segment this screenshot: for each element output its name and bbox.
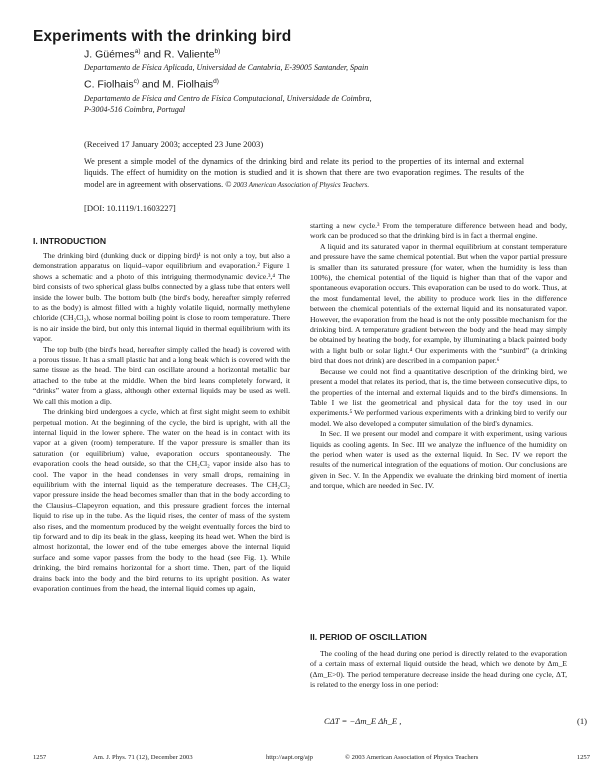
left-column (33, 251, 290, 594)
section-heading-introduction: I. INTRODUCTION (33, 236, 107, 246)
author-footnote-mark: b) (214, 48, 221, 55)
author-names: and M. Fiolhais (139, 78, 214, 91)
paper-title: Experiments with the drinking bird (33, 28, 292, 45)
doi-link[interactable]: [DOI: 10.1119/1.1603227] (84, 203, 176, 213)
paragraph: The drinking bird undergoes a cycle, which at first sight might seem to exhibit perpetual motion. At the beginning of the cycle, the bird is upright, with all the internal liquid in the lower sphere. The water on the head is in contact with its vapor at a given (room) temperature. If the vapor pressure is smaller than its saturation (or equilibrium) value, evaporation occurs spontaneously. The evaporation cools the head outside, so that the CH₂Cl₂ vapor inside also has to cool. The vapor in the head condenses in very small drops, remaining in equilibrium with the internal liquid as the temperature decreases. The CH₂Cl₂ vapor pressure inside the head becomes smaller than that in the body according to the Clausius–Clapeyron equation, and this pressure gradient forces the internal liquid to rise up in the tube. As the liquid rises, the center of mass of the system also rises, and the momentum produced by the weight eventually forces the bird to tip forward and to dip its beak in the glass, keeping its head wet. When the bird is almost horizontal, the lower end of the tube emerges above the internal liquid surface and some vapor passes from the body to the head (see Fig. 1). While drinking, the bird remains horizontal for a short time. Then, part of the liquid drains back into the body and the bird returns to its upright position. As water evaporation continues from the head, the internal liquid comes up again, (33, 407, 290, 593)
author-line-2 (84, 78, 219, 91)
page-number-left: 1257 (33, 754, 47, 761)
paragraph: starting a new cycle.³ From the temperature difference between head and body, work can be produced so that the drinking bird is in fact a thermal engine. (310, 221, 567, 241)
journal-url[interactable]: http://aapt.org/ajp (266, 754, 313, 761)
author-names: J. Güémes (84, 48, 135, 61)
page-number-right: 1257 (576, 754, 590, 761)
author-footnote-mark: a) (134, 48, 141, 55)
paragraph: The drinking bird (dunking duck or dipping bird)¹ is not only a toy, but also a demonstration apparatus on liquid–vapor equilibrium and evaporation.² Figure 1 shows a schematic and a photo of this intriguing thermodynamic device.³,⁴ The bird consists of two spherical glass bulbs connected by a glass tube that enters well inside the lower bulb. The bottom bulb (the bird's body, hereafter simply referred to as the body) is almost filled with a highly volatile liquid, normally methylene chloride (CH₂Cl₂), whose normal boiling point is close to room temperature. There is no air inside the bird, but only this internal liquid in thermal equilibrium with its vapor. (33, 251, 290, 344)
abstract-text: We present a simple model of the dynamics of the drinking bird and relate its period to the properties of its internal and external liquids. The effect of humidity on the motion is studied and it is shown that there are two evaporation regimes. The results of the model are in agreement with observations. © (84, 157, 524, 189)
affiliation-2a: Departamento de Física and Centro de Física Computacional, Universidade de Coimbra, (84, 94, 372, 103)
author-footnote-mark: d) (213, 78, 219, 85)
abstract-copyright: 2003 American Association of Physics Teachers. (231, 180, 370, 189)
equation-text: CΔT = −Δm_E Δh_E , (324, 716, 402, 726)
section2-body (310, 649, 567, 691)
received-dates: (Received 17 January 2003; accepted 23 June 2003) (84, 139, 264, 149)
paragraph: The top bulb (the bird's head, hereafter simply called the head) is covered with a porous tissue. It has a small plastic hat and a long beak which is covered with the same tissue as the head. The bird can oscillate around a horizontal metallic bar attached to the tube at the middle. When the bird leans completely forward, it “drinks” water from a glass, although other external liquids may be used as well. We call this motion a dip. (33, 344, 290, 406)
section-heading-period: II. PERIOD OF OSCILLATION (310, 632, 427, 642)
abstract (84, 156, 524, 191)
author-names: C. Fiolhais (84, 78, 134, 91)
paragraph: The cooling of the head during one period is directly related to the evaporation of a certain mass of external liquid outside the head, which we denote by Δm_E (Δm_E>0). The period temperature decrease inside the head during one cycle, ΔT, is related to the energy loss in one period: (310, 649, 567, 690)
author-line-1 (84, 48, 220, 61)
paragraph: In Sec. II we present our model and compare it with experiment, using various liquids as cooling agents. In Sec. III we analyze the influence of the humidity on the period when water is used as the external liquid. In Sec. IV we report the results of the numerical integration of the equations of motion. Our conclusions are given in Sec. V. In the Appendix we evaluate the drinking bird moment of inertia and torque, which are needed in Sec. IV. (310, 429, 567, 491)
equation-number: (1) (576, 716, 587, 726)
author-footnote-mark: c) (133, 78, 140, 85)
journal-citation: Am. J. Phys. 71 (12), December 2003 (93, 754, 193, 761)
paragraph: A liquid and its saturated vapor in thermal equilibrium at constant temperature and pressure have the same chemical potential. But when the vapor partial pressure is smaller than its saturated pressure (for water, when the humidity is less than 100%), the chemical potential of the liquid is higher than that of the vapor and spontaneous evaporation occurs. This evaporation can be used to do work. Thus, at the most fundamental level, the ability to produce work lies in the difference between the chemical potentials of the external liquid and its nonsaturated vapor. However, the evaporation from the head is not the only possible mechanism for the drinking bird. A temperature gradient between the body and the head may simply be obtained by heating the body, for example, by illuminating a black painted body with a light bulb or solar light.⁴ Our experiments with the “sunbird” (a drinking bird that does not drink) are described in a companion paper.⁶ (310, 241, 567, 366)
right-column (310, 221, 567, 492)
footer-copyright: © 2003 American Association of Physics Teachers (345, 754, 479, 761)
author-names: and R. Valiente (140, 48, 215, 61)
affiliation-2b: P-3004-516 Coimbra, Portugal (84, 105, 186, 114)
equation-1 (324, 716, 587, 726)
paragraph: Because we could not find a quantitative description of the drinking bird, we present a model that relates its period, that is, the time between consecutive dips, to the properties of the internal and external liquids and to the bird's dimensions. In Table I we list the geometrical and physical data for the toy used in our experiments.⁵ We performed various experiments with a drinking bird to verify our model. We also developed a computer simulation of the bird's dynamics. (310, 366, 567, 428)
page-footer (33, 754, 590, 766)
affiliation-1: Departamento de Física Aplicada, Universidad de Cantabria, E-39005 Santander, Spain (84, 63, 369, 72)
